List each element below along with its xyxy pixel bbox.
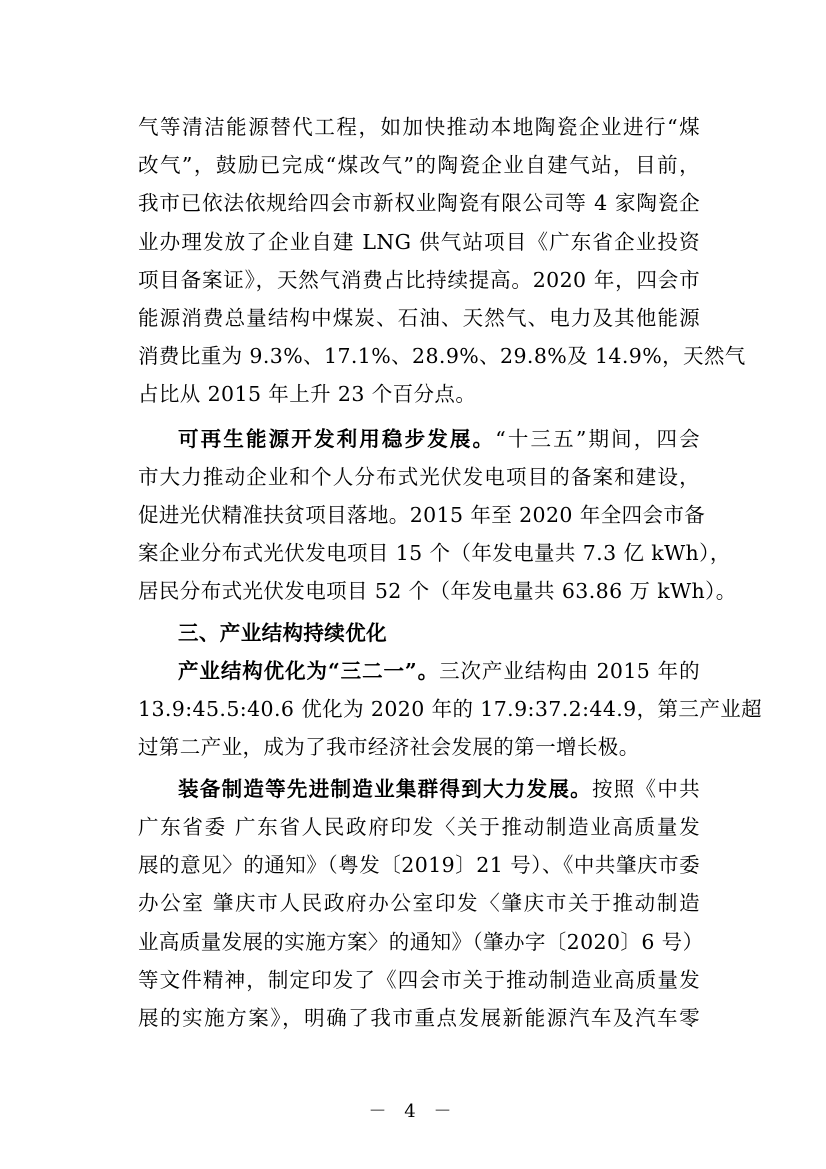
- paragraph-heading: 装备制造等先进制造业集群得到大力发展。: [178, 777, 592, 801]
- paragraph-line: 气等清洁能源替代工程，如加快推动本地陶瓷企业进行“煤: [138, 115, 700, 139]
- paragraph-line: 占比从 2015 年上升 23 个百分点。: [138, 382, 477, 406]
- paragraph-heading: 可再生能源开发利用稳步发展。: [178, 427, 496, 451]
- paragraph-line: 办公室 肇庆市人民政府办公室印发〈肇庆市关于推动制造: [138, 891, 700, 915]
- paragraph-text: 三次产业结构由 2015 年的: [439, 659, 700, 683]
- page-number: － 4 －: [368, 1101, 458, 1122]
- paragraph-line: 案企业分布式光伏发电项目 15 个（年发电量共 7.3 亿 kWh），: [138, 541, 731, 565]
- paragraph-line: 项目备案证》，天然气消费占比持续提高。2020 年，四会市: [138, 268, 700, 292]
- paragraph-line: 改气”，鼓励已完成“煤改气”的陶瓷企业自建气站，目前，: [138, 153, 700, 177]
- paragraph-line: 促进光伏精准扶贫项目落地。2015 年至 2020 年全四会市备: [138, 503, 706, 527]
- paragraph-line: 展的意见〉的通知》（粤发〔2019〕21 号）、《中共肇庆市委: [138, 853, 700, 877]
- paragraph-line: 等文件精神，制定印发了《四会市关于推动制造业高质量发: [138, 968, 700, 992]
- paragraph-line: 过第二产业，成为了我市经济社会发展的第一增长极。: [138, 735, 640, 759]
- paragraph-line: 市大力推动企业和个人分布式光伏发电项目的备案和建设，: [138, 465, 700, 489]
- paragraph-line: 展的实施方案》，明确了我市重点发展新能源汽车及汽车零: [138, 1006, 700, 1030]
- paragraph-line: 居民分布式光伏发电项目 52 个（年发电量共 63.86 万 kWh）。: [138, 579, 737, 603]
- paragraph-line: 业办理发放了企业自建 LNG 供气站项目《广东省企业投资: [138, 230, 700, 254]
- section-heading: 三、产业结构持续优化: [178, 621, 387, 645]
- paragraph-text: “十三五”期间，四会: [495, 427, 700, 451]
- paragraph-line: [178, 424, 700, 454]
- paragraph-line: 消费比重为 9.3%、17.1%、28.9%、29.8%及 14.9%，天然气: [138, 344, 746, 368]
- paragraph-line: 我市已依法依规给四会市新权业陶瓷有限公司等 4 家陶瓷企: [138, 191, 700, 215]
- paragraph-line: 能源消费总量结构中煤炭、石油、天然气、电力及其他能源: [138, 306, 700, 330]
- paragraph-line: [178, 774, 700, 804]
- paragraph-line: [178, 656, 700, 686]
- paragraph-text: 按照《中共: [591, 777, 700, 801]
- paragraph-line: 13.9:45.5:40.6 优化为 2020 年的 17.9:37.2:44.9，第三产业超: [138, 697, 763, 721]
- paragraph-heading: 产业结构优化为“三二一”。: [178, 659, 440, 683]
- paragraph-line: 业高质量发展的实施方案〉的通知》（肇办字〔2020〕6 号）: [138, 930, 704, 954]
- paragraph-line: 广东省委 广东省人民政府印发〈关于推动制造业高质量发: [138, 815, 700, 839]
